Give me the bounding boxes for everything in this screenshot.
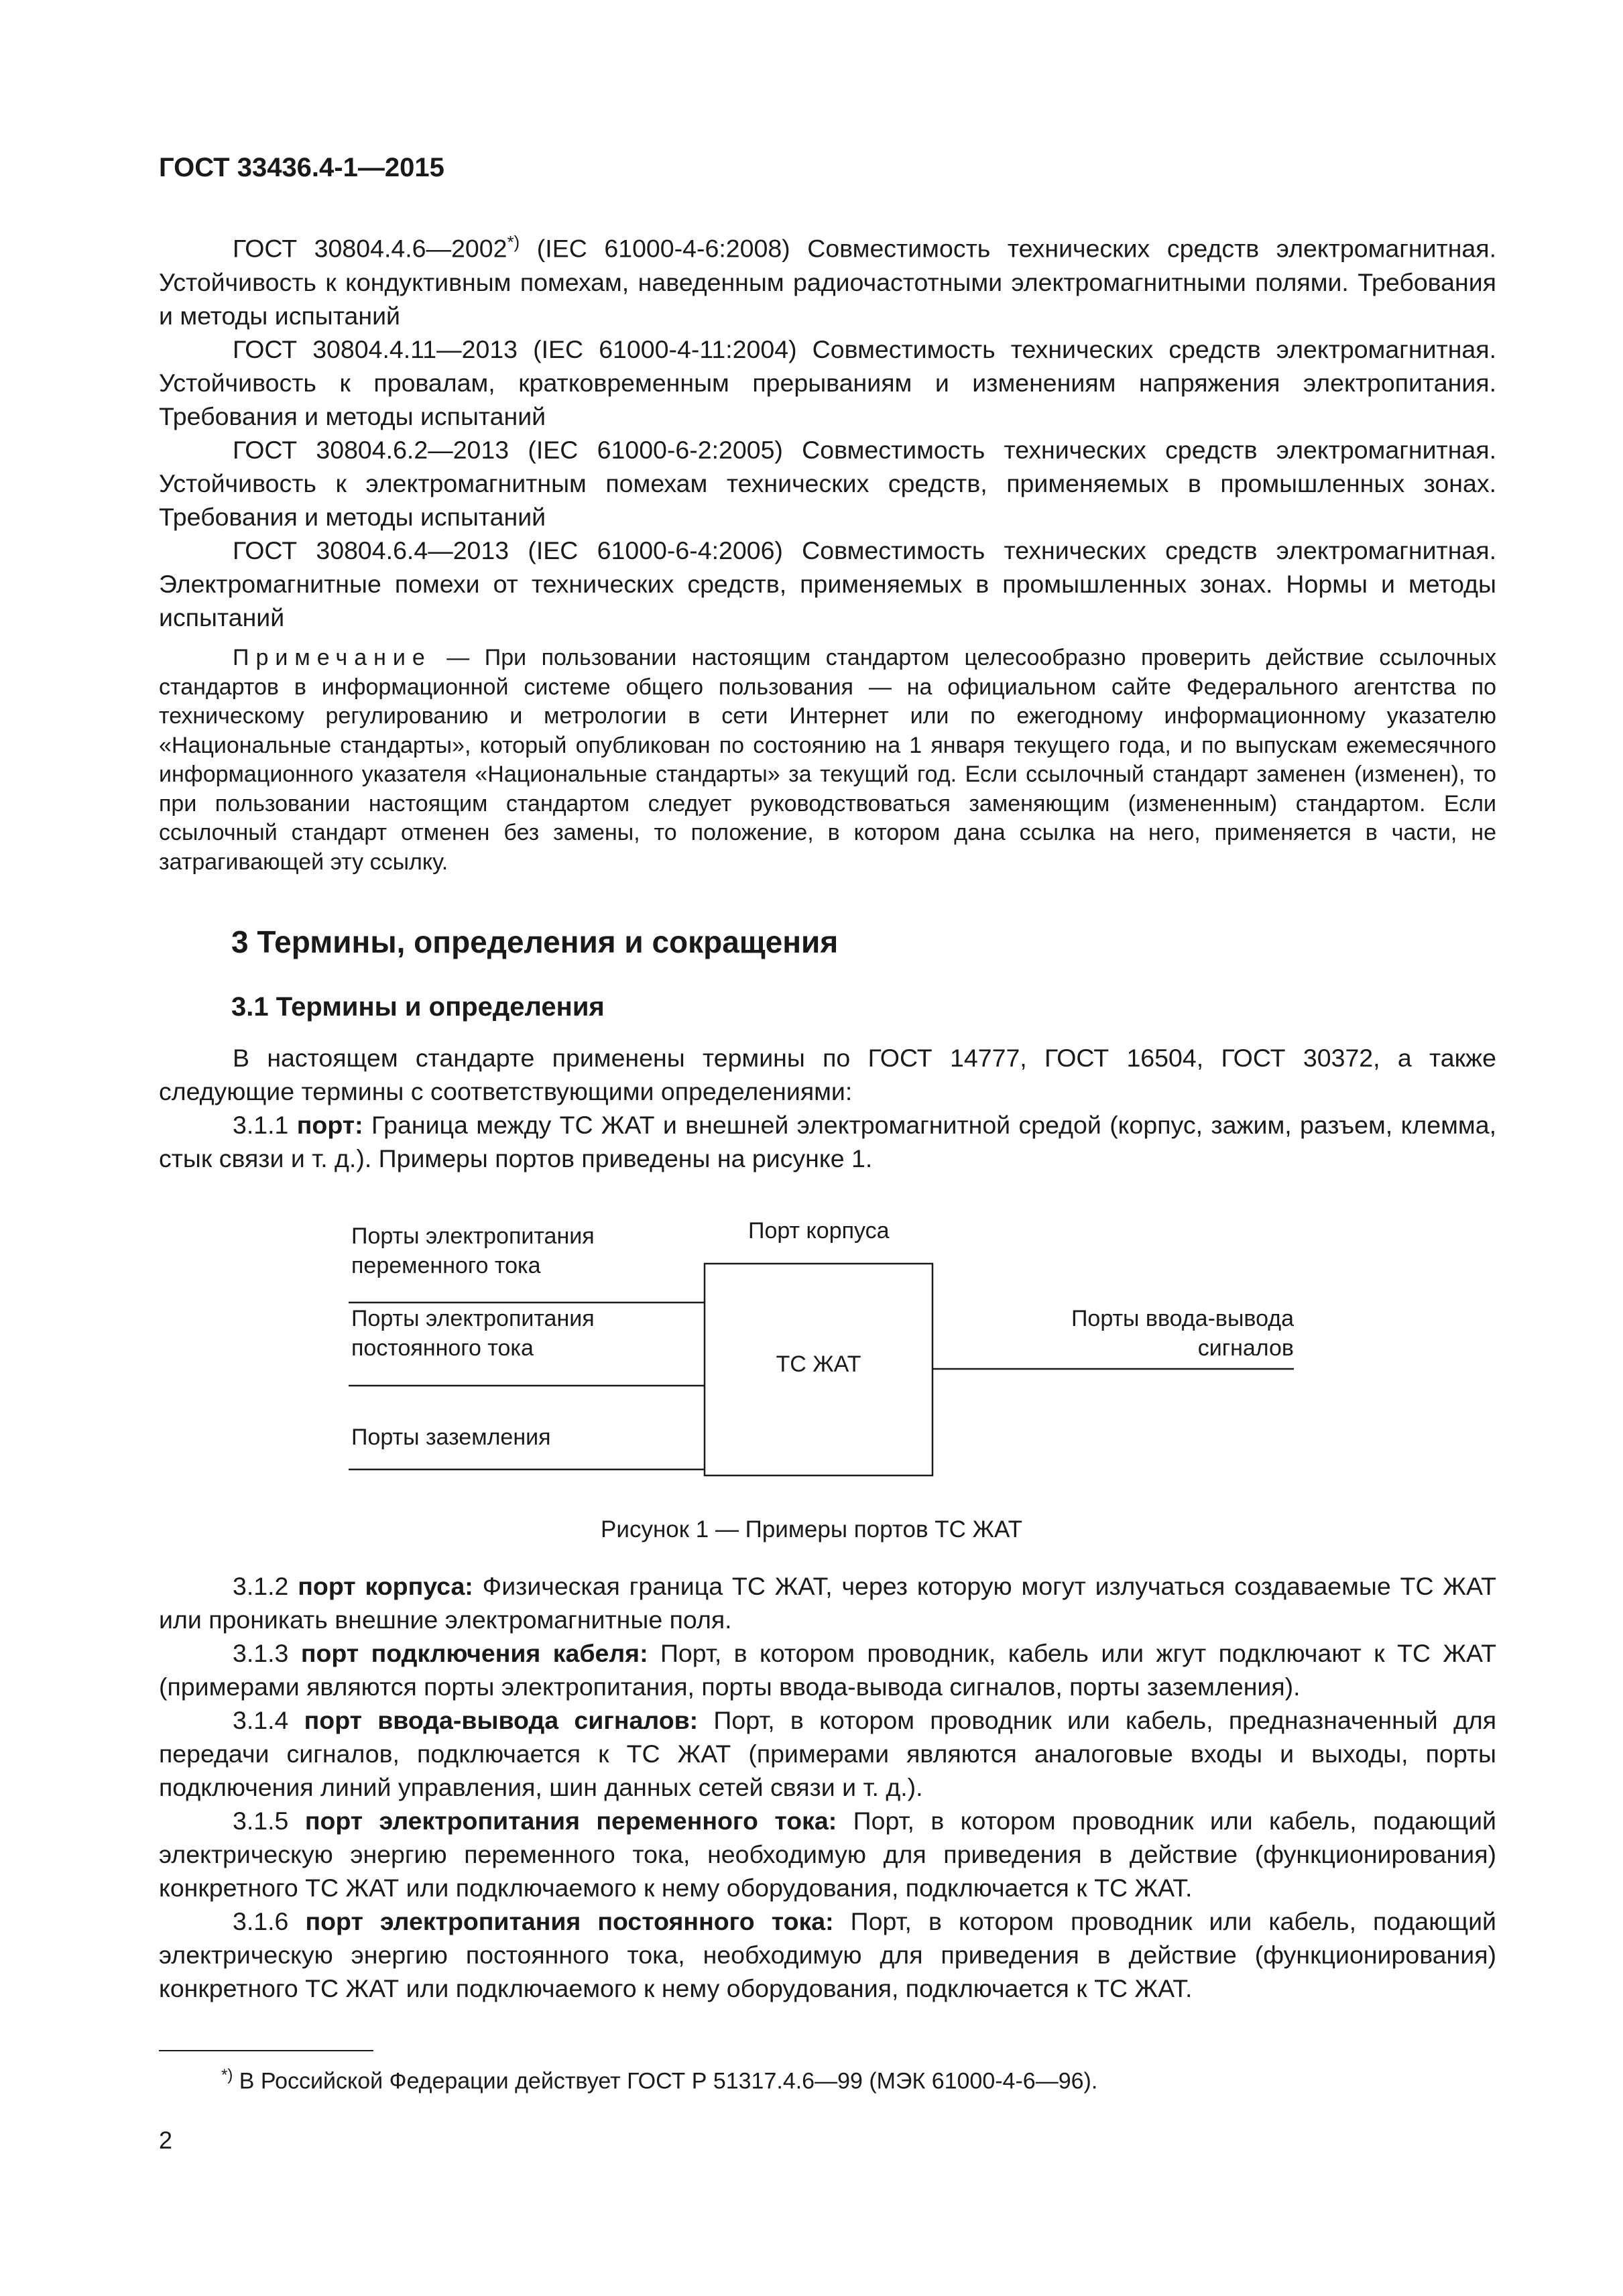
term-name: порт электропитания постоянного тока: [305, 1907, 834, 1935]
term-definition: Порт, в котором проводник, кабель или жгут подключают к ТС ЖАТ (примерами являются порты электропитания, порты ввода-вывода сигналов, порты заземления). [159, 1639, 1496, 1701]
io-ports-label [1026, 1304, 1294, 1363]
footnote-marker: *) [507, 232, 520, 252]
term-name: порт подключения кабеля: [300, 1639, 648, 1667]
term-name: порт электропитания переменного тока: [304, 1807, 837, 1835]
term-definition: Граница между ТС ЖАТ и внешней электромагнитной средой (корпус, зажим, разъем, клемма, стык связи и т. д.). Примеры портов приведены на рисунке 1. [159, 1111, 1496, 1172]
reference-designation: ГОСТ 30804.4.6—2002 [233, 234, 507, 263]
ac-ports-label [351, 1221, 595, 1280]
reference-item: ГОСТ 30804.4.11—2013 (IEC 61000-4-11:2004) Совместимость технических средств электромагнитная. Устойчивость к провалам, кратковременным прерываниям и изменениям напряжения электропитания. Требования и методы испытаний [159, 335, 1496, 430]
label-line: переменного тока [351, 1253, 541, 1278]
term-name: порт: [296, 1111, 363, 1139]
term-number: 3.1.5 [233, 1807, 305, 1835]
intro-paragraph: В настоящем стандарте применены термины по ГОСТ 14777, ГОСТ 16504, ГОСТ 30372, а также следующие термины с соответствующими определениями: [159, 1044, 1496, 1105]
terms-block [159, 1569, 1496, 2005]
reference-title: (IEC 61000-4-6:2008) Совместимость технических средств электромагнитная. Устойчивость к кондуктивным помехам, наведенным радиочастотными электромагнитными полями. Требования и методы испытаний [159, 234, 1496, 330]
footnote-separator [159, 2050, 373, 2051]
term-name: порт корпуса: [298, 1572, 473, 1600]
label-line: Порты электропитания [351, 1306, 595, 1331]
section-heading: 3 Термины, определения и сокращения [231, 924, 839, 959]
device-label: ТС ЖАТ [776, 1351, 861, 1377]
intro-block [159, 1041, 1496, 1175]
term-number: 3.1.4 [233, 1706, 304, 1734]
term-3-1-6 [159, 1905, 1496, 2005]
ports-diagram [349, 1213, 1314, 1495]
ground-ports-label: Порты заземления [351, 1425, 551, 1450]
label-line: Порты электропитания [351, 1223, 595, 1249]
term-definition: Порт, в котором проводник или кабель, подающий электрическую энергию постоянного тока, необходимую для приведения в действие (функционирования) конкретного ТС ЖАТ или подключаемого к нему оборудования, подключается к ТС ЖАТ. [159, 1907, 1496, 2002]
term-definition: Порт, в котором проводник или кабель, подающий электрическую энергию переменного тока, необходимую для приведения в действие (функционирования) конкретного ТС ЖАТ или подключаемого к нему оборудования, подключается к ТС ЖАТ. [159, 1807, 1496, 1902]
enclosure-port-label: Порт корпуса [748, 1218, 890, 1244]
term-3-1-5 [159, 1804, 1496, 1905]
note-label: Примечание [233, 645, 432, 670]
subsection-heading: 3.1 Термины и определения [231, 992, 605, 1022]
footnote [221, 2066, 1097, 2094]
dc-ports-label [351, 1304, 595, 1363]
document-id: ГОСТ 33436.4-1—2015 [159, 153, 444, 182]
term-number: 3.1.3 [233, 1639, 301, 1667]
normative-references [159, 225, 1496, 634]
footnote-mark: *) [221, 2066, 233, 2084]
term-name: порт ввода-вывода сигналов: [304, 1706, 699, 1734]
figure-caption: Рисунок 1 — Примеры портов ТС ЖАТ [601, 1516, 1022, 1543]
note [159, 644, 1496, 877]
footnote-text: В Российской Федерации действует ГОСТ Р 51317.4.6—99 (МЭК 61000-4-6—96). [233, 2068, 1098, 2094]
term-number: 3.1.6 [233, 1907, 306, 1935]
note-text: — При пользовании настоящим стандартом целесообразно проверить действие ссылочных стандартов в информационной системе общего пользования — на официальном сайте Федерального агентства по техническому регулированию и метрологии в сети Интернет или по ежегодному информационному указателю «Национальные стандарты», который опубликован по состоянию на 1 января текущего года, и по выпускам ежемесячного информационного указателя «Национальные стандарты» за текущий год. Если ссылочный стандарт заменен (изменен), то при пользовании настоящим стандартом следует руководствоваться заменяющим (измененным) стандартом. Если ссылочный стандарт отменен без замены, то положение, в котором дана ссылка на него, применяется в части, не затрагивающей эту ссылку. [159, 645, 1496, 875]
label-line: постоянного тока [351, 1335, 534, 1361]
term-3-1-2 [159, 1569, 1496, 1636]
term-definition: Порт, в котором проводник или кабель, предназначенный для передачи сигналов, подключается к ТС ЖАТ (примерами являются аналоговые входы и выходы, порты подключения линий управления, шин данных сетей связи и т. д.). [159, 1706, 1497, 1801]
reference-item [159, 225, 1496, 333]
term-number: 3.1.2 [233, 1572, 298, 1600]
term-3-1-4 [159, 1703, 1496, 1804]
term-3-1-3 [159, 1636, 1496, 1703]
reference-item: ГОСТ 30804.6.4—2013 (IEC 61000-6-4:2006) Совместимость технических средств электромагнитная. Электромагнитные помехи от технических средств, применяемых в промышленных зонах. Нормы и методы испытаний [159, 536, 1496, 631]
label-line: сигналов [1197, 1335, 1294, 1361]
term-3-1-1 [159, 1108, 1496, 1175]
term-number: 3.1.1 [233, 1111, 297, 1139]
label-line: Порты ввода-вывода [1071, 1306, 1294, 1331]
term-definition: Физическая граница ТС ЖАТ, через которую могут излучаться создаваемые ТС ЖАТ или проникать внешние электромагнитные поля. [159, 1572, 1497, 1634]
page-number: 2 [159, 2126, 173, 2154]
reference-item: ГОСТ 30804.6.2—2013 (IEC 61000-6-2:2005) Совместимость технических средств электромагнитная. Устойчивость к электромагнитным помехам технических средств, применяемых в промышленных зонах. Требования и методы испытаний [159, 435, 1496, 531]
